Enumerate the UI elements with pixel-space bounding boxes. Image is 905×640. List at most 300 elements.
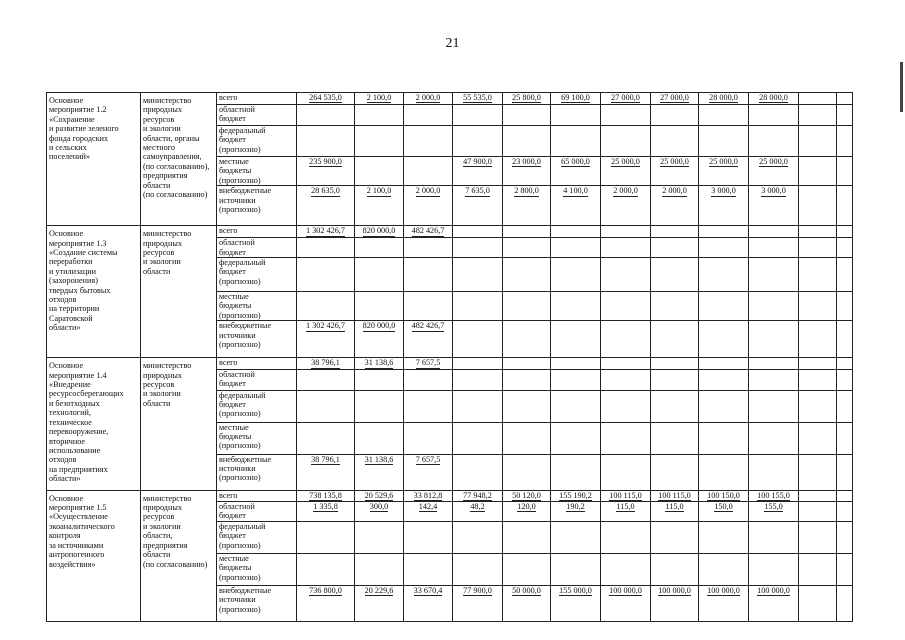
value-cell bbox=[503, 226, 551, 238]
source-line: федеральный bbox=[219, 521, 266, 531]
value-cell bbox=[404, 292, 453, 321]
value-cell bbox=[551, 490, 601, 501]
value-cell bbox=[601, 390, 651, 422]
value-cell bbox=[799, 186, 837, 226]
value-cell bbox=[651, 258, 699, 292]
value-text: 1 302 426,7 bbox=[306, 226, 345, 236]
value-cell bbox=[837, 126, 853, 157]
value-cell bbox=[551, 553, 601, 585]
value-cell bbox=[837, 226, 853, 238]
value-cell bbox=[297, 553, 355, 585]
event-line: фонда городских bbox=[49, 133, 109, 143]
value-cell bbox=[699, 226, 749, 238]
source-line: бюджет bbox=[219, 531, 246, 541]
value-cell bbox=[404, 258, 453, 292]
edge-mark bbox=[900, 62, 903, 112]
value-cell bbox=[551, 93, 601, 105]
value-cell bbox=[651, 238, 699, 258]
value-cell bbox=[601, 422, 651, 454]
value-text: 55 535,0 bbox=[463, 93, 492, 102]
executor-line: области bbox=[143, 180, 171, 190]
value-text: 65 000,0 bbox=[561, 157, 590, 166]
source-cell bbox=[217, 186, 297, 226]
value-cell bbox=[601, 358, 651, 369]
value-cell bbox=[297, 358, 355, 369]
source-cell bbox=[217, 358, 297, 369]
table-row bbox=[47, 490, 853, 501]
value-text: 100 000,0 bbox=[658, 585, 691, 595]
source-line: (прогнозно) bbox=[219, 441, 261, 451]
value-cell bbox=[503, 422, 551, 454]
value-cell bbox=[453, 358, 503, 369]
value-cell bbox=[551, 585, 601, 621]
value-cell bbox=[799, 422, 837, 454]
value-text: 820 000,0 bbox=[362, 321, 396, 331]
source-line: внебюджетные bbox=[219, 321, 272, 331]
value-text: 3 000,0 bbox=[711, 186, 736, 196]
value-cell bbox=[837, 238, 853, 258]
value-cell bbox=[453, 238, 503, 258]
value-cell bbox=[651, 126, 699, 157]
value-text: 28 000,0 bbox=[759, 93, 788, 102]
value-text: 100 155,0 bbox=[757, 490, 790, 500]
executor-line: ресурсов bbox=[143, 380, 175, 390]
executor-line: природных bbox=[143, 370, 182, 380]
executor-line: области, органы bbox=[143, 133, 200, 143]
table-row bbox=[47, 358, 853, 369]
event-line: мероприятие 1.4 bbox=[49, 370, 107, 380]
value-cell bbox=[601, 238, 651, 258]
source-line: бюджеты bbox=[219, 166, 252, 176]
executor-line: и экологии bbox=[143, 521, 181, 531]
source-line: бюджеты bbox=[219, 301, 252, 311]
value-cell bbox=[651, 321, 699, 358]
source-cell bbox=[217, 422, 297, 454]
value-cell bbox=[799, 390, 837, 422]
executor-line: и экологии bbox=[143, 124, 181, 134]
value-cell bbox=[749, 422, 799, 454]
source-cell bbox=[217, 157, 297, 186]
source-cell bbox=[217, 585, 297, 621]
value-cell bbox=[404, 502, 453, 522]
source-line: местные bbox=[219, 157, 249, 166]
value-cell bbox=[503, 93, 551, 105]
value-cell bbox=[799, 226, 837, 238]
event-line: (захоронения) bbox=[49, 276, 98, 286]
value-cell bbox=[749, 238, 799, 258]
source-line: (прогнозно) bbox=[219, 276, 261, 286]
value-cell bbox=[355, 358, 404, 369]
value-cell bbox=[453, 585, 503, 621]
value-text: 50 000,0 bbox=[512, 585, 541, 595]
value-text: 1 302 426,7 bbox=[306, 321, 345, 331]
value-cell bbox=[404, 93, 453, 105]
value-text: 100 000,0 bbox=[707, 585, 740, 595]
value-text: 150,0 bbox=[714, 502, 733, 512]
value-cell bbox=[551, 422, 601, 454]
value-text: 38 796,1 bbox=[311, 358, 340, 368]
source-line: бюджеты bbox=[219, 432, 252, 442]
value-text: 2 100,0 bbox=[366, 93, 392, 102]
value-cell bbox=[651, 390, 699, 422]
value-cell bbox=[749, 105, 799, 126]
value-cell bbox=[297, 321, 355, 358]
value-text: 2 000,0 bbox=[613, 186, 638, 196]
value-text: 33 812,8 bbox=[413, 490, 443, 500]
value-cell bbox=[749, 93, 799, 105]
source-line: (прогнозно) bbox=[219, 144, 261, 154]
event-line: Основное bbox=[49, 229, 84, 239]
value-text: 3 000,0 bbox=[761, 186, 786, 196]
source-cell bbox=[217, 321, 297, 358]
value-cell bbox=[749, 521, 799, 553]
value-cell bbox=[799, 454, 837, 490]
value-text: 100 000,0 bbox=[609, 585, 642, 595]
value-cell bbox=[749, 585, 799, 621]
value-text: 235 900,0 bbox=[309, 157, 342, 166]
value-cell bbox=[297, 258, 355, 292]
value-cell bbox=[503, 258, 551, 292]
value-cell bbox=[551, 454, 601, 490]
value-text: 100 000,0 bbox=[757, 585, 790, 595]
executor-line: предприятия bbox=[143, 540, 188, 550]
value-cell bbox=[601, 321, 651, 358]
source-line: бюджеты bbox=[219, 563, 252, 573]
value-text: 142,4 bbox=[418, 502, 438, 512]
source-line: бюджет bbox=[219, 511, 246, 521]
event-line: «Сохранение bbox=[49, 114, 95, 124]
event-line: мероприятие 1.2 bbox=[49, 105, 107, 115]
value-cell bbox=[799, 126, 837, 157]
value-cell bbox=[355, 258, 404, 292]
source-line: внебюджетные bbox=[219, 585, 272, 595]
value-cell bbox=[651, 157, 699, 186]
value-cell bbox=[837, 358, 853, 369]
value-text: 100 115,0 bbox=[609, 490, 642, 500]
value-cell bbox=[699, 186, 749, 226]
value-text: 7 635,0 bbox=[465, 186, 490, 196]
value-cell bbox=[551, 390, 601, 422]
source-cell bbox=[217, 521, 297, 553]
source-line: бюджет bbox=[219, 135, 246, 145]
value-text: 100 115,0 bbox=[658, 490, 691, 500]
value-cell bbox=[355, 422, 404, 454]
value-cell bbox=[601, 553, 651, 585]
source-line: федеральный bbox=[219, 258, 266, 268]
event-line: и сельских bbox=[49, 143, 87, 153]
source-line: источники bbox=[219, 595, 256, 605]
value-cell bbox=[551, 358, 601, 369]
source-cell bbox=[217, 226, 297, 238]
source-cell bbox=[217, 258, 297, 292]
value-cell bbox=[297, 585, 355, 621]
value-cell bbox=[837, 521, 853, 553]
value-cell bbox=[799, 105, 837, 126]
value-text: 25 000,0 bbox=[660, 157, 689, 166]
source-line: областной bbox=[219, 238, 255, 248]
source-cell bbox=[217, 490, 297, 501]
value-cell bbox=[601, 126, 651, 157]
executor-line: предприятия bbox=[143, 171, 188, 181]
value-cell bbox=[551, 292, 601, 321]
value-cell bbox=[551, 186, 601, 226]
value-cell bbox=[837, 490, 853, 501]
source-line: местные bbox=[219, 553, 249, 563]
value-cell bbox=[601, 502, 651, 522]
value-cell bbox=[503, 553, 551, 585]
executor-line: (по согласованию), bbox=[143, 161, 210, 171]
value-cell bbox=[699, 553, 749, 585]
value-cell bbox=[799, 369, 837, 390]
value-text: 20 529,6 bbox=[364, 490, 394, 500]
value-cell bbox=[355, 490, 404, 501]
value-cell bbox=[837, 553, 853, 585]
source-line: местные bbox=[219, 292, 249, 302]
value-text: 155,0 bbox=[764, 502, 783, 512]
source-line: бюджет bbox=[219, 247, 246, 257]
source-cell bbox=[217, 292, 297, 321]
event-line: отходов bbox=[49, 455, 77, 465]
value-cell bbox=[601, 490, 651, 501]
event-line: технологий, bbox=[49, 408, 91, 418]
table-body bbox=[47, 93, 853, 622]
value-text: 20 229,6 bbox=[364, 585, 394, 595]
value-text: 7 657,5 bbox=[415, 454, 441, 464]
source-line: всего bbox=[219, 490, 238, 500]
value-cell bbox=[837, 258, 853, 292]
value-cell bbox=[297, 521, 355, 553]
value-cell bbox=[297, 238, 355, 258]
value-cell bbox=[749, 226, 799, 238]
value-text: 69 100,0 bbox=[561, 93, 590, 102]
event-cell bbox=[47, 490, 141, 621]
source-cell bbox=[217, 105, 297, 126]
event-line: «Внедрение bbox=[49, 380, 91, 390]
source-cell bbox=[217, 369, 297, 390]
value-cell bbox=[355, 585, 404, 621]
value-cell bbox=[404, 358, 453, 369]
executor-line: местного bbox=[143, 143, 175, 153]
value-cell bbox=[453, 521, 503, 553]
event-line: Основное bbox=[49, 361, 84, 371]
source-line: источники bbox=[219, 330, 256, 340]
value-cell bbox=[749, 390, 799, 422]
value-cell bbox=[799, 358, 837, 369]
value-cell bbox=[404, 521, 453, 553]
value-cell bbox=[699, 390, 749, 422]
value-cell bbox=[799, 238, 837, 258]
value-cell bbox=[799, 258, 837, 292]
value-cell bbox=[551, 238, 601, 258]
value-cell bbox=[651, 502, 699, 522]
source-line: бюджет bbox=[219, 400, 246, 410]
value-cell bbox=[601, 292, 651, 321]
event-cell bbox=[47, 226, 141, 358]
value-cell bbox=[699, 105, 749, 126]
source-line: источники bbox=[219, 195, 256, 205]
value-cell bbox=[453, 258, 503, 292]
value-cell bbox=[699, 521, 749, 553]
source-line: бюджет bbox=[219, 267, 246, 277]
value-cell bbox=[355, 93, 404, 105]
value-cell bbox=[799, 521, 837, 553]
executor-line: природных bbox=[143, 503, 182, 513]
executor-line: министерство bbox=[143, 493, 192, 503]
source-line: местные bbox=[219, 422, 249, 432]
value-text: 820 000,0 bbox=[362, 226, 396, 236]
value-cell bbox=[503, 292, 551, 321]
value-cell bbox=[601, 105, 651, 126]
value-cell bbox=[551, 369, 601, 390]
event-line: перевооружение, bbox=[49, 427, 109, 437]
value-cell bbox=[297, 126, 355, 157]
value-cell bbox=[699, 369, 749, 390]
value-text: 190,2 bbox=[566, 502, 585, 512]
source-line: всего bbox=[219, 358, 238, 368]
executor-line: области bbox=[143, 550, 171, 560]
source-line: областной bbox=[219, 105, 255, 114]
source-line: федеральный bbox=[219, 126, 266, 135]
event-line: мероприятие 1.3 bbox=[49, 238, 107, 248]
value-cell bbox=[601, 369, 651, 390]
value-cell bbox=[355, 521, 404, 553]
value-cell bbox=[699, 93, 749, 105]
source-cell bbox=[217, 502, 297, 522]
value-cell bbox=[651, 454, 699, 490]
value-cell bbox=[749, 292, 799, 321]
event-line: техническое bbox=[49, 417, 92, 427]
executor-line: (по согласованию) bbox=[143, 559, 208, 569]
value-cell bbox=[551, 258, 601, 292]
value-cell bbox=[699, 321, 749, 358]
executor-line: и экологии bbox=[143, 257, 181, 267]
value-cell bbox=[651, 490, 699, 501]
value-cell bbox=[503, 321, 551, 358]
value-cell bbox=[749, 454, 799, 490]
executor-cell bbox=[141, 358, 217, 490]
value-cell bbox=[297, 390, 355, 422]
value-cell bbox=[651, 422, 699, 454]
value-cell bbox=[453, 422, 503, 454]
executor-cell bbox=[141, 93, 217, 226]
value-cell bbox=[551, 105, 601, 126]
value-cell bbox=[799, 157, 837, 186]
event-line: и безотходных bbox=[49, 398, 100, 408]
value-cell bbox=[404, 238, 453, 258]
value-cell bbox=[699, 502, 749, 522]
source-cell bbox=[217, 126, 297, 157]
value-cell bbox=[453, 126, 503, 157]
value-cell bbox=[503, 238, 551, 258]
value-cell bbox=[837, 105, 853, 126]
executor-line: (по согласованию) bbox=[143, 190, 208, 200]
value-text: 120,0 bbox=[517, 502, 536, 512]
value-cell bbox=[503, 502, 551, 522]
value-cell bbox=[551, 226, 601, 238]
value-cell bbox=[837, 422, 853, 454]
value-cell bbox=[297, 157, 355, 186]
value-cell bbox=[651, 358, 699, 369]
source-line: всего bbox=[219, 226, 238, 236]
event-line: воздействия» bbox=[49, 559, 96, 569]
source-line: внебюджетные bbox=[219, 454, 272, 464]
event-line: «Осуществление bbox=[49, 512, 108, 522]
value-text: 2 000,0 bbox=[415, 93, 441, 102]
value-cell bbox=[837, 585, 853, 621]
value-cell bbox=[453, 292, 503, 321]
value-cell bbox=[601, 93, 651, 105]
value-text: 2 800,0 bbox=[514, 186, 539, 196]
source-line: бюджет bbox=[219, 114, 246, 124]
value-cell bbox=[297, 186, 355, 226]
value-cell bbox=[601, 226, 651, 238]
value-cell bbox=[651, 553, 699, 585]
value-cell bbox=[601, 585, 651, 621]
value-cell bbox=[404, 553, 453, 585]
value-cell bbox=[601, 186, 651, 226]
value-cell bbox=[799, 585, 837, 621]
executor-line: области bbox=[143, 266, 171, 276]
value-cell bbox=[453, 186, 503, 226]
source-cell bbox=[217, 93, 297, 105]
value-cell bbox=[749, 126, 799, 157]
source-line: внебюджетные bbox=[219, 186, 272, 196]
source-line: (прогнозно) bbox=[219, 604, 261, 614]
source-cell bbox=[217, 553, 297, 585]
table-row bbox=[47, 93, 853, 105]
event-line: твердых бытовых bbox=[49, 285, 111, 295]
value-text: 155 190,2 bbox=[559, 490, 592, 500]
value-cell bbox=[651, 292, 699, 321]
value-cell bbox=[799, 292, 837, 321]
event-line: «Создание системы bbox=[49, 248, 118, 258]
executor-line: природных bbox=[143, 105, 182, 115]
value-cell bbox=[749, 358, 799, 369]
executor-line: области, bbox=[143, 531, 173, 541]
value-cell bbox=[699, 292, 749, 321]
page-number: 21 bbox=[445, 36, 460, 51]
value-cell bbox=[355, 105, 404, 126]
source-cell bbox=[217, 390, 297, 422]
value-cell bbox=[503, 186, 551, 226]
value-cell bbox=[837, 321, 853, 358]
value-cell bbox=[699, 258, 749, 292]
value-cell bbox=[297, 454, 355, 490]
value-cell bbox=[799, 553, 837, 585]
event-line: Основное bbox=[49, 493, 84, 503]
value-cell bbox=[837, 390, 853, 422]
source-line: (прогнозно) bbox=[219, 310, 261, 320]
value-cell bbox=[355, 369, 404, 390]
value-cell bbox=[503, 126, 551, 157]
source-line: (прогнозно) bbox=[219, 572, 261, 582]
value-cell bbox=[355, 292, 404, 321]
source-line: федеральный bbox=[219, 390, 266, 400]
value-cell bbox=[601, 521, 651, 553]
value-cell bbox=[749, 258, 799, 292]
value-cell bbox=[355, 321, 404, 358]
value-cell bbox=[404, 105, 453, 126]
value-cell bbox=[651, 521, 699, 553]
value-text: 25 800,0 bbox=[512, 93, 541, 102]
value-text: 25 000,0 bbox=[759, 157, 788, 166]
value-text: 28 000,0 bbox=[709, 93, 738, 102]
value-text: 31 138,6 bbox=[364, 454, 394, 464]
value-cell bbox=[453, 157, 503, 186]
value-cell bbox=[453, 454, 503, 490]
value-cell bbox=[355, 238, 404, 258]
value-cell bbox=[837, 157, 853, 186]
